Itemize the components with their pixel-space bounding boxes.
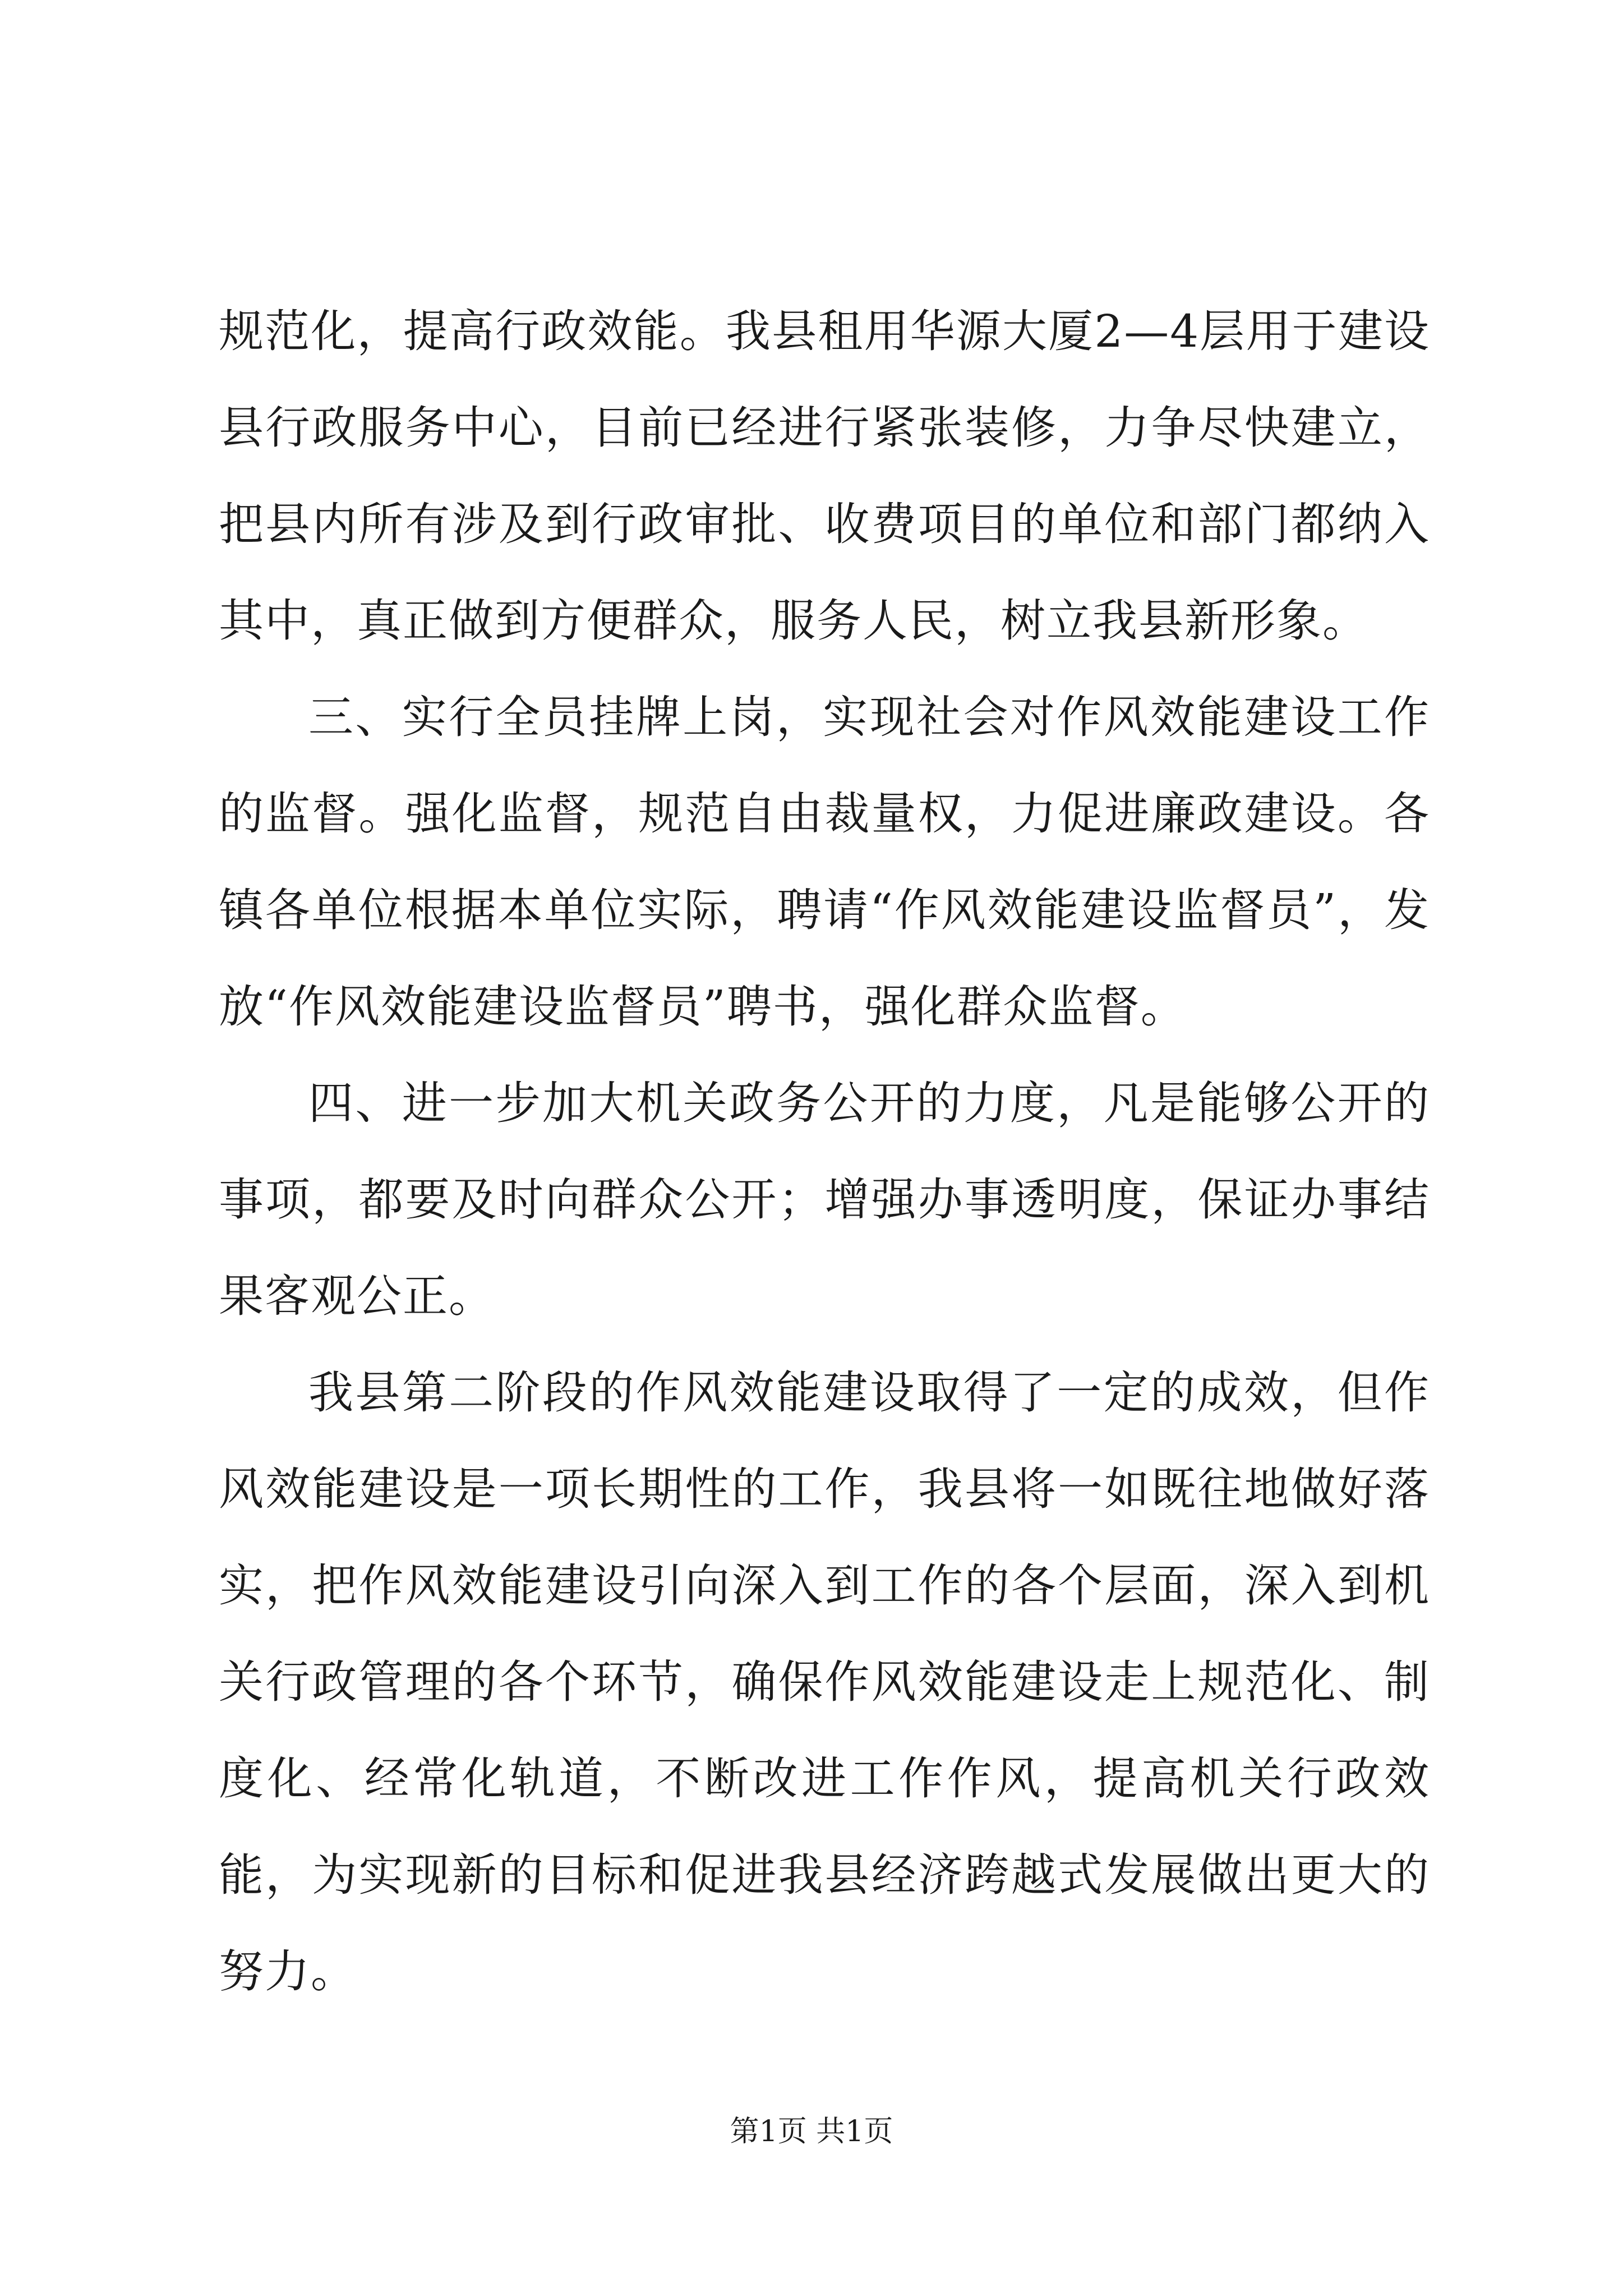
paragraph-conclusion: 我县第二阶段的作风效能建设取得了一定的成效，但作风效能建设是一项长期性的工作，我县将一如既往地做好落实，把作风效能建设引向深入到工作的各个层面，深入到机关行政管理的各个环节，确保作风效能建设走上规范化、制度化、经常化轨道，不断改进工作作风，提高机关行政效能，为实现新的目标和促进我县经济跨越式发展做出更大的努力。 <box>219 1366 1430 1998</box>
paragraph-section-three: 三、实行全员挂牌上岗，实现社会对作风效能建设工作的监督。强化监督，规范自由裁量权，力促进廉政建设。各镇各单位根据本单位实际，聘请“作风效能建设监督员”，发放“作风效能建设监督员”聘书，强化群众监督。 <box>219 691 1430 1033</box>
paragraph-section-four: 四、进一步加大机关政务公开的力度，凡是能够公开的事项，都要及时向群众公开；增强办事透明度，保证办事结果客观公正。 <box>219 1077 1430 1322</box>
paragraph-continuation: 规范化，提高行政效能。我县租用华源大厦2—4层用于建设县行政服务中心，目前已经进行紧张装修，力争尽快建立，把县内所有涉及到行政审批、收费项目的单位和部门都纳入其中，真正做到方便群众，服务人民，树立我县新形象。 <box>219 305 1430 647</box>
document-body <box>219 283 1430 2020</box>
page-footer: 第1页 共1页 <box>730 2115 893 2148</box>
